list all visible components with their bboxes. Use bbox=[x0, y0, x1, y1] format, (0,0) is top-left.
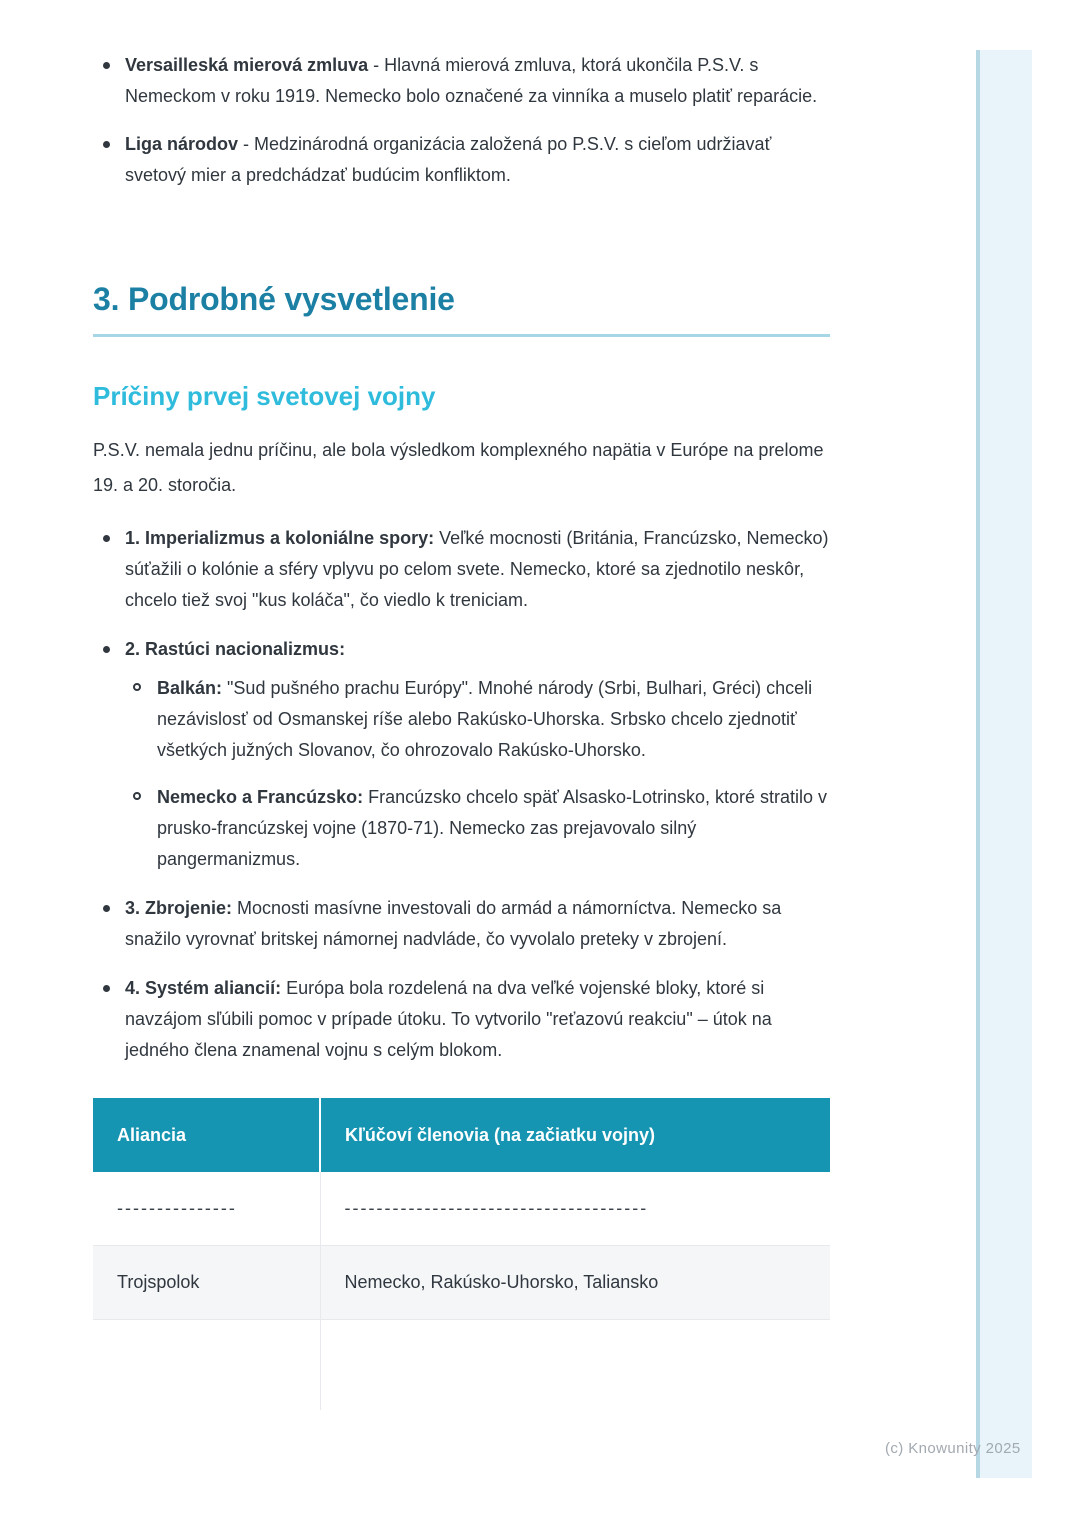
list-item-text bbox=[125, 973, 830, 1066]
list-item bbox=[93, 129, 830, 191]
table-row-partial bbox=[93, 1320, 830, 1410]
table-header-members: Kľúčoví členovia (na začiatku vojny) bbox=[320, 1098, 830, 1172]
table-cell bbox=[320, 1320, 830, 1410]
section-heading: 3. Podrobné vysvetlenie bbox=[93, 281, 455, 317]
cause-label: 3. Zbrojenie: bbox=[125, 898, 233, 918]
list-item bbox=[125, 782, 830, 875]
circle-bullet-icon bbox=[125, 673, 157, 766]
intro-paragraph: P.S.V. nemala jednu príčinu, ale bola výsledkom komplexného napätia v Európe na prelome 19. a 20. storočia. bbox=[93, 440, 824, 495]
table-cell: -------------------------------------- bbox=[320, 1172, 830, 1246]
bullet-icon bbox=[93, 523, 125, 616]
table-cell: Nemecko, Rakúsko-Uhorsko, Taliansko bbox=[320, 1246, 830, 1320]
term-label: Versailleská mierová zmluva bbox=[125, 55, 369, 75]
list-item-text bbox=[125, 50, 830, 112]
cause-text: Európa bola rozdelená na dva veľké vojenské bloky, ktoré si navzájom sľúbili pomoc v prípade útoku. To vytvorilo "reťazovú reakciu" – útok na jedného člena znamenal vojnu s celým blokom. bbox=[125, 978, 772, 1060]
list-item bbox=[93, 973, 830, 1066]
cause-text: Veľké mocnosti (Británia, Francúzsko, Nemecko) súťažili o kolónie a sféry vplyvu po celom svete. Nemecko, ktoré sa zjednotilo neskôr, chcelo tiež svoj "kus koláča", čo viedlo k treniciam. bbox=[125, 528, 829, 610]
table-cell: --------------- bbox=[93, 1172, 320, 1246]
list-item-text bbox=[125, 129, 830, 191]
bullet-icon bbox=[93, 973, 125, 1066]
copyright-watermark: (c) Knowunity 2025 bbox=[885, 1440, 1021, 1457]
table-cell bbox=[93, 1320, 320, 1410]
table-header-alliance: Aliancia bbox=[93, 1098, 320, 1172]
bullet-icon bbox=[93, 50, 125, 112]
cause-label: 1. Imperializmus a koloniálne spory: bbox=[125, 528, 435, 548]
alliances-table bbox=[93, 1098, 830, 1410]
list-item-text bbox=[125, 523, 830, 616]
side-strip-decoration bbox=[976, 50, 1032, 1478]
nationalism-sublist bbox=[125, 673, 830, 875]
subsection-heading: Príčiny prvej svetovej vojny bbox=[93, 381, 436, 411]
page-content bbox=[93, 0, 830, 1410]
term-definition: - Medzinárodná organizácia založená po P.S.V. s cieľom udržiavať svetový mier a predchádzať budúcim konfliktom. bbox=[125, 134, 772, 185]
heading-divider bbox=[93, 334, 830, 337]
causes-list bbox=[93, 523, 830, 1066]
bullet-icon bbox=[93, 634, 125, 875]
list-item-text bbox=[157, 673, 830, 766]
bullet-icon bbox=[93, 129, 125, 191]
term-label: Liga národov bbox=[125, 134, 239, 154]
table-header-row bbox=[93, 1098, 830, 1172]
cause-label: 4. Systém aliancií: bbox=[125, 978, 282, 998]
table-cell: Trojspolok bbox=[93, 1246, 320, 1320]
list-item bbox=[93, 893, 830, 955]
list-item-text bbox=[157, 782, 830, 875]
list-item bbox=[93, 634, 830, 875]
glossary-list bbox=[93, 50, 830, 191]
table-row-separator bbox=[93, 1172, 830, 1246]
list-item bbox=[93, 50, 830, 112]
list-item-text bbox=[125, 634, 830, 875]
cause-label: 2. Rastúci nacionalizmus: bbox=[125, 639, 346, 659]
bullet-icon bbox=[93, 893, 125, 955]
subitem-label: Balkán: bbox=[157, 678, 223, 698]
list-item-text bbox=[125, 893, 830, 955]
cause-text: Mocnosti masívne investovali do armád a námorníctva. Nemecko sa snažilo vyrovnať britskej námornej nadvláde, čo vyvolalo preteky v zbrojení. bbox=[125, 898, 782, 949]
subitem-text: "Sud pušného prachu Európy". Mnohé národy (Srbi, Bulhari, Gréci) chceli nezávislosť od Osmanskej ríše alebo Rakúsko-Uhorska. Srbsko chcelo zjednotiť všetkých južných Slovanov, čo ohrozovalo Rakúsko-Uhorsko. bbox=[157, 678, 813, 760]
list-item bbox=[93, 523, 830, 616]
term-definition: - Hlavná mierová zmluva, ktorá ukončila P.S.V. s Nemeckom v roku 1919. Nemecko bolo označené za vinníka a muselo platiť reparácie. bbox=[125, 55, 818, 106]
subitem-text: Francúzsko chcelo späť Alsasko-Lotrinsko, ktoré stratilo v prusko-francúzskej vojne (1870-71). Nemecko zas prejavovalo silný pangermanizmus. bbox=[157, 787, 828, 869]
list-item bbox=[125, 673, 830, 766]
table-row bbox=[93, 1246, 830, 1320]
subitem-label: Nemecko a Francúzsko: bbox=[157, 787, 364, 807]
circle-bullet-icon bbox=[125, 782, 157, 875]
